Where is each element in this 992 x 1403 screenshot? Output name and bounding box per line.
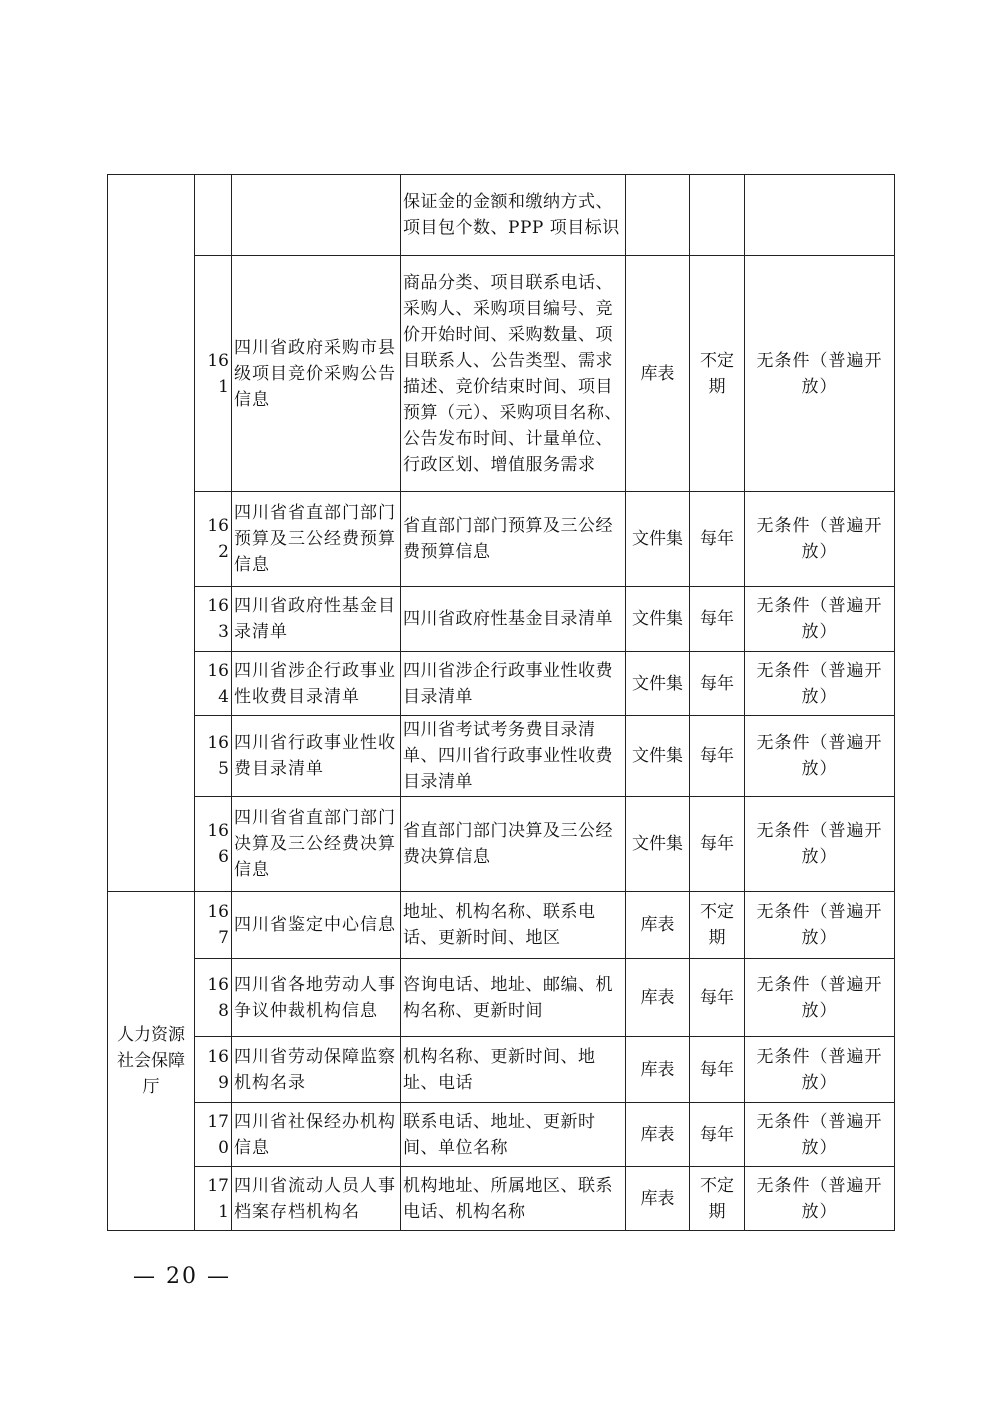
data-name-cell: 四川省省直部门部门决算及三公经费决算信息 (232, 797, 401, 892)
data-name-cell: 四川省省直部门部门预算及三公经费预算信息 (232, 492, 401, 587)
row-number: 169 (195, 1037, 232, 1103)
row-number: 168 (195, 959, 232, 1037)
format-cell: 库表 (626, 892, 690, 959)
row-number: 162 (195, 492, 232, 587)
condition-cell (745, 175, 895, 256)
format-cell: 文件集 (626, 587, 690, 652)
data-items-cell: 机构名称、更新时间、地址、电话 (401, 1037, 626, 1103)
table-row (108, 175, 895, 256)
data-name-cell: 四川省涉企行政事业性收费目录清单 (232, 652, 401, 716)
condition-cell: 无条件（普遍开放） (745, 256, 895, 492)
condition-cell: 无条件（普遍开放） (745, 892, 895, 959)
condition-cell: 无条件（普遍开放） (745, 797, 895, 892)
table-row (108, 587, 895, 652)
frequency-cell (690, 175, 745, 256)
format-cell: 库表 (626, 1103, 690, 1167)
table-row (108, 1037, 895, 1103)
format-cell: 文件集 (626, 797, 690, 892)
frequency-cell: 每年 (690, 587, 745, 652)
data-name-cell: 四川省行政事业性收费目录清单 (232, 716, 401, 797)
data-catalog-table (107, 174, 895, 1231)
format-cell: 库表 (626, 959, 690, 1037)
format-cell: 库表 (626, 1167, 690, 1231)
row-number: 163 (195, 587, 232, 652)
department-cell: 人力资源社会保障厅 (108, 892, 195, 1231)
frequency-cell: 每年 (690, 797, 745, 892)
data-name-cell: 四川省流动人员人事档案存档机构名 (232, 1167, 401, 1231)
data-name-cell: 四川省政府性基金目录清单 (232, 587, 401, 652)
table-row (108, 716, 895, 797)
row-number: 161 (195, 256, 232, 492)
data-items-cell: 省直部门部门决算及三公经费决算信息 (401, 797, 626, 892)
data-name-cell: 四川省社保经办机构信息 (232, 1103, 401, 1167)
condition-cell: 无条件（普遍开放） (745, 1167, 895, 1231)
data-name-cell: 四川省各地劳动人事争议仲裁机构信息 (232, 959, 401, 1037)
condition-cell: 无条件（普遍开放） (745, 959, 895, 1037)
frequency-cell: 每年 (690, 1103, 745, 1167)
table-row (108, 959, 895, 1037)
row-number: 166 (195, 797, 232, 892)
condition-cell: 无条件（普遍开放） (745, 652, 895, 716)
table-row (108, 492, 895, 587)
table-row (108, 256, 895, 492)
condition-cell: 无条件（普遍开放） (745, 716, 895, 797)
frequency-cell: 每年 (690, 1037, 745, 1103)
data-name-cell: 四川省政府采购市县级项目竞价采购公告信息 (232, 256, 401, 492)
data-name-cell: 四川省鉴定中心信息 (232, 892, 401, 959)
frequency-cell: 每年 (690, 959, 745, 1037)
condition-cell: 无条件（普遍开放） (745, 587, 895, 652)
data-items-cell: 四川省考试考务费目录清单、四川省行政事业性收费目录清单 (401, 716, 626, 797)
data-items-cell: 四川省政府性基金目录清单 (401, 587, 626, 652)
frequency-cell: 每年 (690, 716, 745, 797)
data-items-cell: 机构地址、所属地区、联系电话、机构名称 (401, 1167, 626, 1231)
format-cell: 文件集 (626, 652, 690, 716)
data-items-cell: 省直部门部门预算及三公经费预算信息 (401, 492, 626, 587)
data-items-cell: 地址、机构名称、联系电话、更新时间、地区 (401, 892, 626, 959)
row-number: 170 (195, 1103, 232, 1167)
row-number: 167 (195, 892, 232, 959)
row-number: 164 (195, 652, 232, 716)
row-number: 165 (195, 716, 232, 797)
data-items-cell: 保证金的金额和缴纳方式、项目包个数、PPP 项目标识 (401, 175, 626, 256)
row-number: 171 (195, 1167, 232, 1231)
data-items-cell: 联系电话、地址、更新时间、单位名称 (401, 1103, 626, 1167)
format-cell: 库表 (626, 256, 690, 492)
data-items-cell: 咨询电话、地址、邮编、机构名称、更新时间 (401, 959, 626, 1037)
frequency-cell: 不定期 (690, 256, 745, 492)
data-name-cell: 四川省劳动保障监察机构名录 (232, 1037, 401, 1103)
row-number (195, 175, 232, 256)
data-items-cell: 商品分类、项目联系电话、采购人、采购项目编号、竞价开始时间、采购数量、项目联系人、公告类型、需求描述、竞价结束时间、项目预算（元）、采购项目名称、公告发布时间、计量单位、行政区划、增值服务需求 (401, 256, 626, 492)
data-name-cell (232, 175, 401, 256)
format-cell: 文件集 (626, 716, 690, 797)
department-cell (108, 175, 195, 892)
table-row (108, 892, 895, 959)
format-cell: 文件集 (626, 492, 690, 587)
frequency-cell: 不定期 (690, 892, 745, 959)
data-items-cell: 四川省涉企行政事业性收费目录清单 (401, 652, 626, 716)
page-number: — 20 — (133, 1264, 231, 1289)
table-row (108, 1103, 895, 1167)
frequency-cell: 不定期 (690, 1167, 745, 1231)
format-cell: 库表 (626, 1037, 690, 1103)
condition-cell: 无条件（普遍开放） (745, 1037, 895, 1103)
condition-cell: 无条件（普遍开放） (745, 1103, 895, 1167)
table-row (108, 652, 895, 716)
frequency-cell: 每年 (690, 492, 745, 587)
format-cell (626, 175, 690, 256)
condition-cell: 无条件（普遍开放） (745, 492, 895, 587)
table-row (108, 797, 895, 892)
frequency-cell: 每年 (690, 652, 745, 716)
table-row (108, 1167, 895, 1231)
